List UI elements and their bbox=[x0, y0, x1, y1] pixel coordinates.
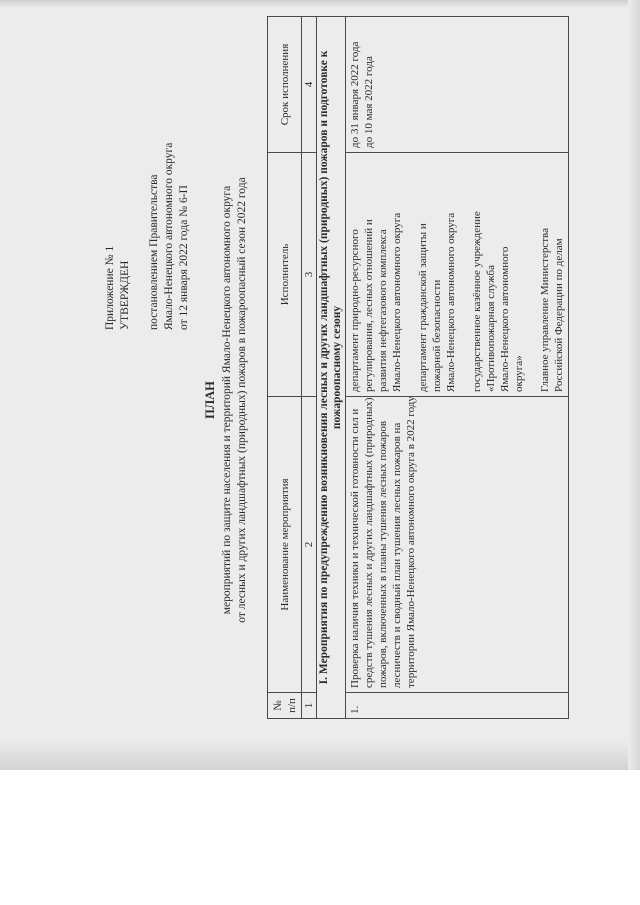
row-activity bbox=[346, 397, 569, 693]
executor-line: Ямало-Ненецкого автономного округа bbox=[391, 212, 403, 392]
executor-line: развития нефтегазового комплекса bbox=[377, 229, 389, 392]
table-row bbox=[346, 17, 569, 719]
column-number: 4 bbox=[302, 17, 317, 153]
decree-line: постановлением Правительства bbox=[148, 174, 160, 330]
plan-subtitle bbox=[220, 30, 250, 770]
decree-line: Ямало-Ненецкого автономного округа bbox=[163, 142, 175, 330]
executor-line: Главное управление Министерства bbox=[539, 228, 551, 392]
executor-line: округа» bbox=[513, 355, 525, 392]
activity-line: лесничеств и сводный план тушения лесных пожаров на bbox=[391, 422, 403, 688]
activity-line: пожаров, включенных в планы тушения лесных пожаров bbox=[377, 420, 389, 688]
header-executor: Исполнитель bbox=[268, 153, 302, 397]
executor-line: регулирования, лесных отношений и bbox=[363, 219, 375, 392]
decree-line: от 12 января 2022 года № 6-П bbox=[178, 185, 190, 330]
plan-table bbox=[267, 16, 569, 719]
section-title: I. Мероприятия по предупреждению возникновения лесных и других ландшафтных (природных) пожаров и подготовке к пожароопасному сезону bbox=[317, 17, 346, 719]
activity-line: средств тушения лесных и других ландшафтных (природных) bbox=[363, 397, 375, 688]
header-deadline: Срок исполнения bbox=[268, 17, 302, 153]
approved-label: УТВЕРЖДЕН bbox=[119, 260, 131, 330]
column-number: 1 bbox=[302, 693, 317, 719]
activity-line: Проверка наличия техники и технической готовности сил и bbox=[349, 408, 361, 688]
column-number: 2 bbox=[302, 397, 317, 693]
approval-stamp bbox=[103, 10, 192, 330]
executor-line: департамент природно-ресурсного bbox=[349, 229, 361, 392]
row-deadline bbox=[346, 17, 569, 153]
column-number: 3 bbox=[302, 153, 317, 397]
activity-line: территории Ямало-Ненецкого автономного округа в 2022 году bbox=[405, 396, 417, 688]
executor-line: Ямало-Ненецкого автономного округа bbox=[445, 212, 457, 392]
deadline-line: до 31 января 2022 года bbox=[349, 41, 361, 148]
executor-line: Российской Федерации по делам bbox=[553, 238, 565, 392]
deadline-line: до 10 мая 2022 года bbox=[363, 56, 375, 148]
header-activity: Наименование мероприятия bbox=[268, 397, 302, 693]
row-number: 1. bbox=[346, 693, 569, 719]
plan-title: ПЛАН bbox=[203, 381, 217, 419]
subtitle-line: мероприятий по защите населения и территорий Ямало-Ненецкого автономного округа bbox=[221, 185, 233, 615]
executor-line: государственное казённое учреждение bbox=[471, 211, 483, 392]
annex-label: Приложение № 1 bbox=[104, 245, 116, 330]
executor-line: «Противопожарная служба bbox=[485, 265, 497, 392]
executor-line: пожарной безопасности bbox=[431, 279, 443, 392]
executor-line: Ямало-Ненецкого автономного bbox=[499, 246, 511, 392]
row-executors bbox=[346, 153, 569, 397]
subtitle-line: от лесных и других ландшафтных (природных) пожаров в пожароопасный сезон 2022 года bbox=[236, 177, 248, 623]
header-number: № п/п bbox=[268, 693, 302, 719]
executor-line: департамент гражданской защиты и bbox=[417, 223, 429, 392]
